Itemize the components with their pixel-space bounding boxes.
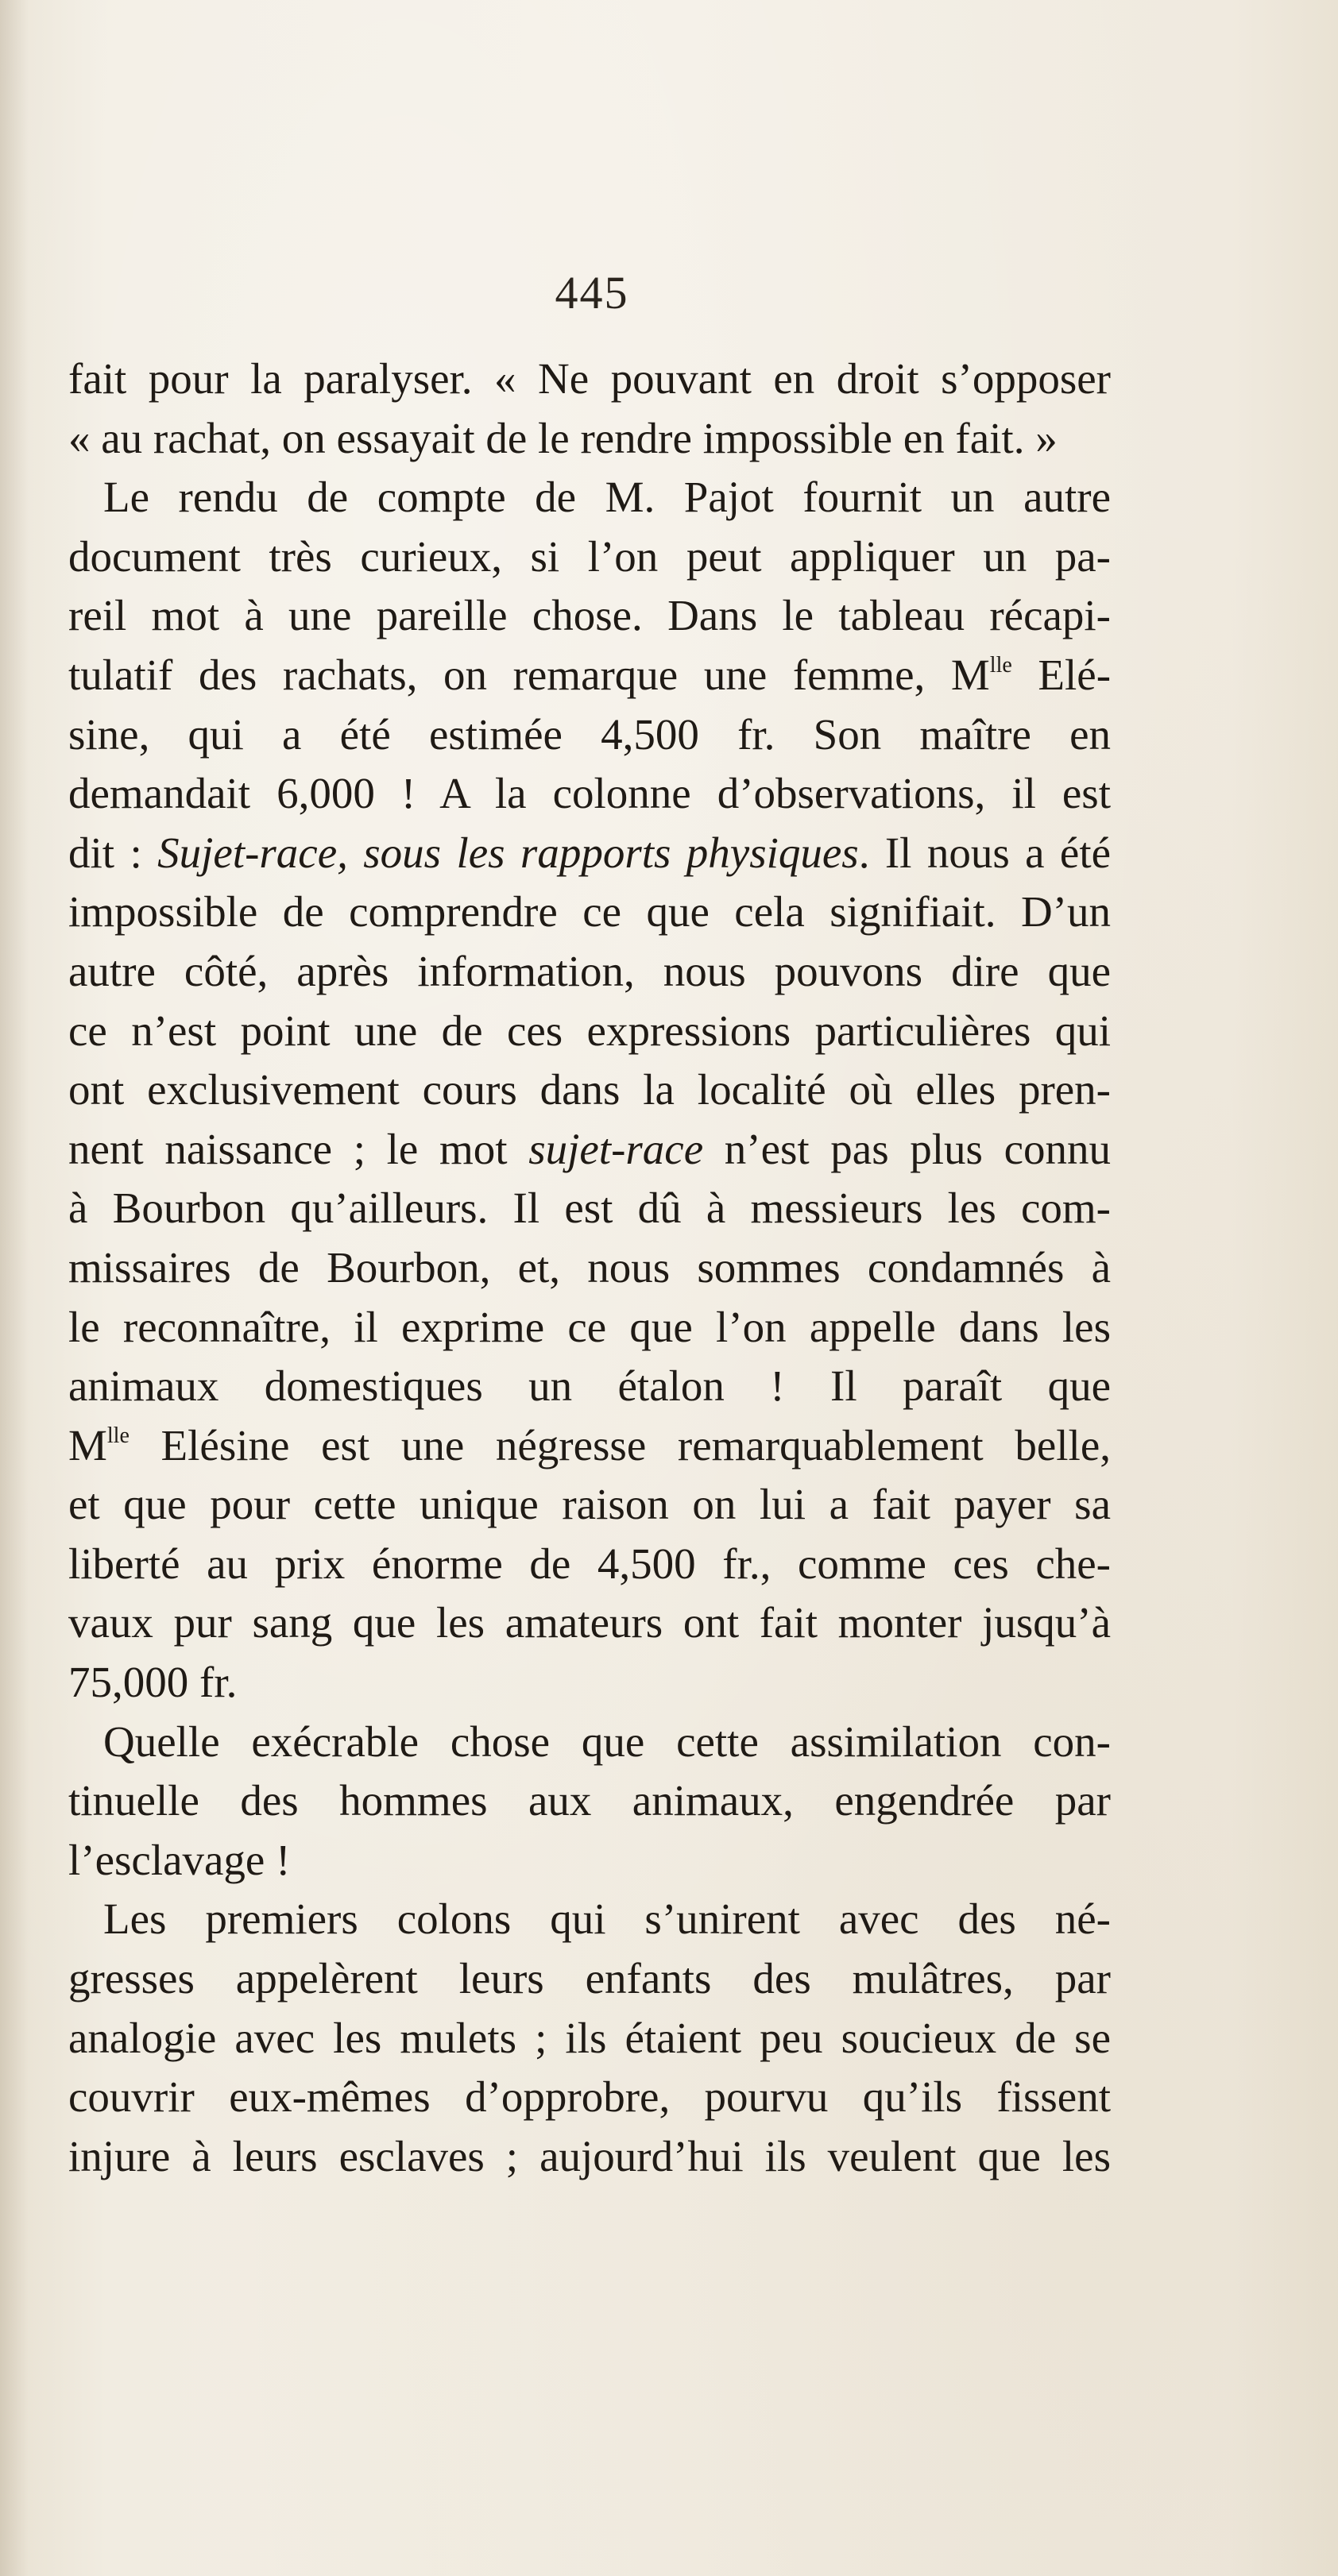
text-line: injure à leurs esclaves ; aujourd’hui ils veulent que les — [68, 2131, 1111, 2180]
text-line: analogie avec les mulets ; ils étaient peu soucieux de se — [68, 2013, 1111, 2062]
body-text — [68, 350, 1111, 2186]
text-segment: n’est pas plus connu — [703, 1124, 1111, 1173]
text-line — [68, 646, 1111, 705]
text-line: fait pour la paralyser. « Ne pouvant en droit s’opposer — [68, 354, 1111, 403]
text-segment: nent naissance ; le mot — [68, 1124, 529, 1173]
text-line: « au rachat, on essayait de le rendre impossible en fait. » — [68, 413, 1058, 462]
text-segment: tulatif des rachats, on remarque une femme, M — [68, 650, 990, 699]
text-line: ce n’est point une de ces expressions particulières qui — [68, 1006, 1111, 1055]
italic-phrase: sujet-race — [528, 1124, 704, 1173]
italic-phrase: Sujet-race, sous les rapports physiques — [157, 828, 859, 877]
text-line: ont exclusivement cours dans la localité où elles pren- — [68, 1065, 1111, 1114]
text-segment: M — [68, 1420, 107, 1470]
text-line: gresses appelèrent leurs enfants des mulâtres, par — [68, 1954, 1111, 2003]
text-line: Les premiers colons qui s’unirent avec des né- — [103, 1894, 1111, 1944]
text-segment: . Il nous a été — [858, 828, 1111, 877]
text-line: demandait 6,000 ! A la colonne d’observations, il est — [68, 769, 1111, 818]
text-segment: dit : — [68, 828, 158, 877]
text-line: Quelle exécrable chose que cette assimilation con- — [103, 1717, 1111, 1766]
text-line: sine, qui a été estimée 4,500 fr. Son maître en — [68, 709, 1111, 759]
honorific-superscript: lle — [106, 1423, 130, 1448]
text-line: missaires de Bourbon, et, nous sommes condamnés à — [68, 1242, 1111, 1292]
text-line: Le rendu de compte de M. Pajot fournit un autre — [103, 473, 1111, 522]
text-line — [68, 824, 1111, 883]
honorific-superscript: lle — [989, 652, 1012, 678]
text-line: couvrir eux-mêmes d’opprobre, pourvu qu’ils fissent — [68, 2072, 1111, 2122]
text-line: impossible de comprendre ce que cela signifiait. D’un — [68, 887, 1111, 937]
text-line: et que pour cette unique raison on lui a fait payer sa — [68, 1480, 1111, 1529]
text-line — [68, 1416, 1111, 1476]
text-line: le reconnaître, il exprime ce que l’on appelle dans les — [68, 1302, 1111, 1351]
page-gutter-shadow — [0, 0, 29, 2576]
text-line: l’esclavage ! — [68, 1835, 291, 1884]
text-segment: Elé- — [1011, 650, 1111, 699]
text-line: reil mot à une pareille chose. Dans le tableau récapi- — [68, 591, 1111, 640]
text-segment: Elésine est une négresse remarquablement belle, — [129, 1420, 1111, 1470]
text-line — [68, 1120, 1111, 1180]
text-line: vaux pur sang que les amateurs ont fait monter jusqu’à — [68, 1598, 1111, 1647]
text-line: tinuelle des hommes aux animaux, engendrée par — [68, 1776, 1111, 1825]
text-line: animaux domestiques un étalon ! Il paraît que — [68, 1361, 1111, 1411]
text-line: à Bourbon qu’ailleurs. Il est dû à messieurs les com- — [68, 1184, 1111, 1233]
text-line: autre côté, après information, nous pouvons dire que — [68, 946, 1111, 995]
text-line: 75,000 fr. — [68, 1658, 238, 1707]
text-line: liberté au prix énorme de 4,500 fr., comme ces che- — [68, 1539, 1111, 1588]
page-number: 445 — [555, 267, 629, 319]
text-line: document très curieux, si l’on peut appliquer un pa- — [68, 531, 1111, 581]
